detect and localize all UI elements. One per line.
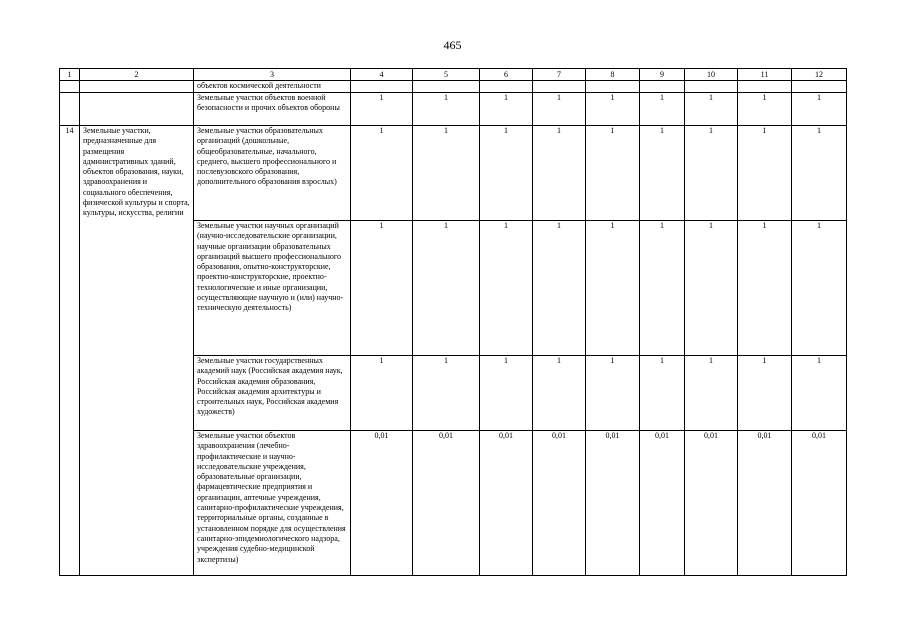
coefficient-cell: 0,01 bbox=[586, 431, 640, 576]
land-use-type: объектов космической деятельности bbox=[194, 81, 351, 93]
land-use-type: Земельные участки научных организаций (научно-исследовательские организации, научные организации образовательных организаций высшего профессионального образования, опытно-конструкторские, проектно-конструкторские, проектно-технологические и иные организации, осуществляющие научную и (или) научно-техническую деятельность) bbox=[194, 221, 351, 356]
coefficient-cell: 1 bbox=[685, 356, 738, 431]
coefficient-cell: 1 bbox=[351, 126, 413, 221]
land-category bbox=[80, 93, 194, 126]
coefficient-cell: 1 bbox=[738, 93, 792, 126]
coefficient-cell: 1 bbox=[640, 126, 685, 221]
coefficient-cell: 1 bbox=[586, 221, 640, 356]
coefficient-cell: 1 bbox=[685, 93, 738, 126]
table-row bbox=[60, 93, 847, 126]
coefficient-cell: 1 bbox=[738, 126, 792, 221]
column-header: 4 bbox=[351, 69, 413, 81]
coefficient-cell: 1 bbox=[792, 221, 847, 356]
coefficient-cell bbox=[792, 81, 847, 93]
coefficient-cell: 1 bbox=[792, 93, 847, 126]
column-header: 5 bbox=[413, 69, 480, 81]
coefficient-cell: 1 bbox=[413, 93, 480, 126]
column-header: 10 bbox=[685, 69, 738, 81]
coefficient-cell: 1 bbox=[685, 221, 738, 356]
coefficient-cell: 1 bbox=[533, 221, 586, 356]
coefficient-cell bbox=[351, 81, 413, 93]
coefficient-cell: 1 bbox=[480, 221, 533, 356]
coefficient-cell bbox=[685, 81, 738, 93]
column-header: 12 bbox=[792, 69, 847, 81]
coefficient-cell: 0,01 bbox=[413, 431, 480, 576]
table-row bbox=[60, 126, 847, 221]
coefficient-cell: 1 bbox=[586, 93, 640, 126]
coefficient-cell: 1 bbox=[480, 126, 533, 221]
row-index: 14 bbox=[60, 126, 80, 576]
coefficient-cell: 1 bbox=[533, 356, 586, 431]
land-category: Земельные участки, предназначенные для размещения административных зданий, объектов образования, науки, здравоохранения и социального обеспечения, физической культуры и спорта, культуры, искусства, религии bbox=[80, 126, 194, 576]
column-header: 6 bbox=[480, 69, 533, 81]
coefficient-cell: 1 bbox=[413, 356, 480, 431]
coefficient-cell bbox=[533, 81, 586, 93]
coefficient-cell: 1 bbox=[586, 126, 640, 221]
coefficient-cell: 1 bbox=[640, 93, 685, 126]
land-use-type: Земельные участки образовательных организаций (дошкольные, общеобразовательные, начального, среднего, высшего профессионального и послевузовского образования, дополнительного образования взрослых) bbox=[194, 126, 351, 221]
coefficient-cell bbox=[480, 81, 533, 93]
coefficient-cell: 1 bbox=[533, 126, 586, 221]
row-index bbox=[60, 81, 80, 93]
land-category bbox=[80, 81, 194, 93]
coefficient-cell: 1 bbox=[351, 93, 413, 126]
column-header: 9 bbox=[640, 69, 685, 81]
column-header: 8 bbox=[586, 69, 640, 81]
coefficient-cell: 1 bbox=[351, 221, 413, 356]
row-index bbox=[60, 93, 80, 126]
coefficient-cell: 1 bbox=[351, 356, 413, 431]
column-header: 11 bbox=[738, 69, 792, 81]
coefficient-cell: 1 bbox=[413, 126, 480, 221]
coefficient-cell bbox=[413, 81, 480, 93]
coefficient-cell: 0,01 bbox=[351, 431, 413, 576]
column-header: 3 bbox=[194, 69, 351, 81]
coefficient-cell: 1 bbox=[533, 93, 586, 126]
coefficient-cell bbox=[586, 81, 640, 93]
coefficient-cell: 1 bbox=[413, 221, 480, 356]
coefficient-cell: 1 bbox=[586, 356, 640, 431]
column-number-row bbox=[60, 69, 847, 81]
coefficient-cell: 1 bbox=[640, 221, 685, 356]
coefficient-cell: 0,01 bbox=[685, 431, 738, 576]
coefficient-cell: 1 bbox=[480, 356, 533, 431]
coefficient-cell: 0,01 bbox=[480, 431, 533, 576]
page-number: 465 bbox=[443, 38, 462, 52]
column-header: 2 bbox=[80, 69, 194, 81]
column-header: 1 bbox=[60, 69, 80, 81]
coefficient-cell: 0,01 bbox=[640, 431, 685, 576]
land-use-type: Земельные участки объектов здравоохранения (лечебно-профилактические и научно-исследовательские учреждения, образовательные организации, фармацевтические предприятия и организации, аптечные учреждения, санитарно-профилактические учреждения, территориальные органы, созданные в установленном порядке для осуществления санитарно-эпидемиологического надзора, учреждения судебно-медицинской экспертизы) bbox=[194, 431, 351, 576]
coefficient-cell: 1 bbox=[792, 356, 847, 431]
coefficient-cell: 1 bbox=[480, 93, 533, 126]
column-header: 7 bbox=[533, 69, 586, 81]
land-use-type: Земельные участки объектов военной безопасности и прочих объектов обороны bbox=[194, 93, 351, 126]
coefficient-cell: 1 bbox=[685, 126, 738, 221]
coefficient-cell: 1 bbox=[738, 221, 792, 356]
coefficients-table bbox=[59, 68, 847, 576]
coefficient-cell bbox=[640, 81, 685, 93]
coefficient-cell: 1 bbox=[738, 356, 792, 431]
coefficient-cell bbox=[738, 81, 792, 93]
land-use-type: Земельные участки государственных академий наук (Российская академия наук, Российская академия образования, Российская академия архитектуры и строительных наук, Российская академия художеств) bbox=[194, 356, 351, 431]
table-row bbox=[60, 81, 847, 93]
coefficient-cell: 0,01 bbox=[738, 431, 792, 576]
coefficient-cell: 1 bbox=[640, 356, 685, 431]
coefficient-cell: 1 bbox=[792, 126, 847, 221]
coefficient-cell: 0,01 bbox=[792, 431, 847, 576]
coefficient-cell: 0,01 bbox=[533, 431, 586, 576]
